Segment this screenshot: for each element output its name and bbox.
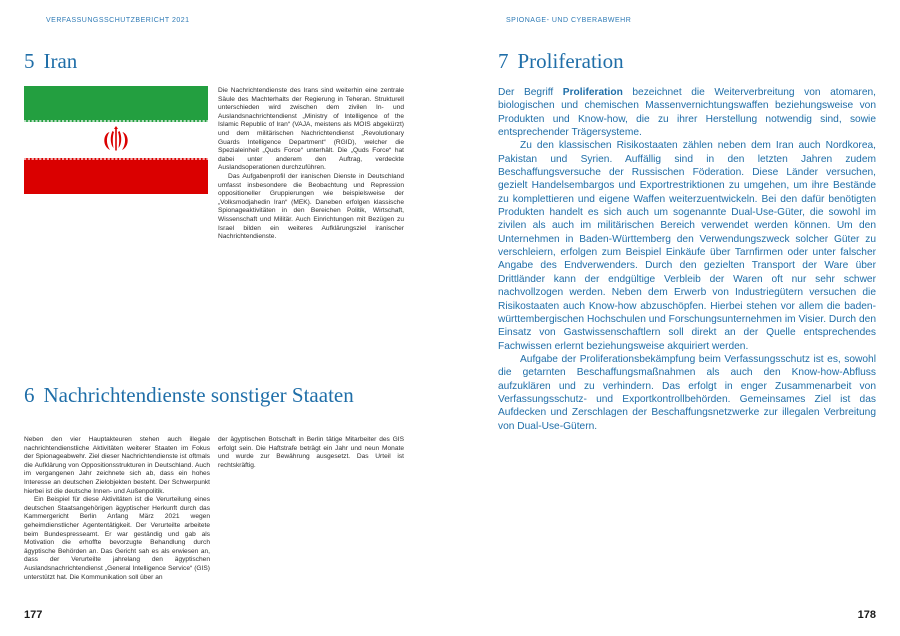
running-head-left: VERFASSUNGSSCHUTZBERICHT 2021 [46,17,190,24]
proliferation-text [498,86,876,433]
flag-green-stripe [24,86,208,122]
section-5-heading [24,51,77,72]
iran-paragraph-2: Das Aufgabenprofil der iranischen Dienste in Deutschland umfasst insbesondere die Beobachtung und Repression oppositioneller Gruppierungen wie beispielsweise der „Volksmodjahedin Iran“ (MEK). Daneben erfolgen klassische Spionageaktivitäten in den Bereichen Politik, Wirtschaft, Wissenschaft und Militär. Auch Einrichtungen mit Bezügen zu Israel bilden ein weiteres Aufklärungsziel iranischer Nachrichtendienste. [218,172,404,241]
proliferation-term: Proliferation [562,87,623,98]
flag-red-stripe [24,158,208,194]
proliferation-paragraph-1: Der Begriff Proliferation bezeichnet die Weiterverbreitung von atomaren, biologischen und chemischen Massenvernichtungswaffen beziehungsweise von Produkten und Know-how, die zu ihrer Herstellung notwendig sind, sowie entsprechender Trägersysteme. [498,87,876,139]
section-6-paragraph-2: Ein Beispiel für diese Aktivitäten ist die Verurteilung eines deutschen Staatsangehörigen ägyptischer Herkunft durch das Kammergericht Berlin Anfang März 2021 wegen geheimdienstlicher Agententätigkeit. Der Verurteilte arbeitete beim Bundespresseamt. Er war geständig und gab als Motivation die erhoffte bevorzugte Behandlung durch ägyptische Behörden an. Das Gericht sah es als erwiesen an, dass der Verurteilte jahrelang den ägyptischen Auslandsnachrichtendienst „General Intelligence Service“ (GIS) unterstützt hat. Die Kommunikation soll über an [24,496,210,581]
page-number-right: 178 [857,609,876,621]
section-6-column-2 [218,436,404,470]
iran-text [218,87,404,242]
section-7-heading [498,51,624,72]
right-page [450,0,900,636]
section-title-text: Nachrichtendienste sonstiger Staaten [43,383,354,407]
section-title-text: Iran [43,49,78,73]
page-number-left: 177 [24,609,43,621]
iran-paragraph-1: Die Nachrichtendienste des Irans sind weiterhin eine zentrale Säule des Machterhalts der Regierung in Teheran. Strukturell unterschieden wird zwischen dem zivilen In- und Auslandsnachrichtendienst „Ministry of Intelligence of the Islamic Republic of Iran“ (VAJA, meistens als MOIS abgekürzt) und dem militärischen Nachrichtendienst „Revolutionary Guards Intelligence Department“ (RGID), welcher die Spezialeinheit „Quds Force“ unterhält. Die „Quds Force“ hat dabei unter anderem den Auftrag, verdeckte Auslandsoperationen durchzuführen. [218,87,404,172]
proliferation-paragraph-2: Zu den klassischen Risikostaaten zählen neben dem Iran auch Nordkorea, Pakistan und Syrien. Auffällig sind in den letzten Jahren zudem Beschaffungsversuche der Russischen Föderation. Diese Länder versuchen, gezielt Handelsembargos und Exportrestriktionen zu umgehen, um ihre Bestände zu komplettieren und eigene Waffen weiterzuentwickeln. Bei den dafür benötigten Produkten handelt es sich auch um sogenannte Dual-Use-Güter, die sowohl im zivilen als auch im militärischen Bereich verwendet werden können. Um den Unternehmen in Baden-Württemberg den Verwendungszweck solcher Güter zu verschleiern, erfolgen zum Beispiel Einkäufe über Tarnfirmen oder unter falscher Angabe des Endverwenders. Durch den gezielten Transport der Ware über Drittländer kann der endgültige Verbleib der Waren oft nur sehr schwer nachvollzogen werden. Neben dem Erwerb von Industriegütern versuchen die Risikostaaten auch Know-how abzuschöpfen. Hierbei stehen vor allem die baden-württembergischen Hochschulen und Forschungsunternehmen im Visier. Durch den Einsatz von Gastwissenschaftlern soll direkt an der Quelle entsprechendes Fachwissen erlernt beziehungsweise akquiriert werden. [498,140,876,352]
section-title-text: Proliferation [517,49,624,73]
section-number: 7 [498,49,509,73]
section-number: 5 [24,49,35,73]
section-6-paragraph-1: Neben den vier Hauptakteuren stehen auch illegale nachrichtendienstliche Aktivitäten weiterer Staaten im Fokus der Spionageabwehr. Ziel dieser Nachrichtendienste ist oftmals die Aufklärung von Oppositionsstrukturen in Deutschland. Auch im vergangenen Jahr zeichnete sich ab, dass ein hohes Interesse an deutschen Zielobjekten besteht. Der Schwerpunkt hierbei ist die deutsche Innen- und Außenpolitik. [24,436,210,495]
section-6-column-1 [24,436,210,582]
iran-flag-image [24,86,208,194]
proliferation-paragraph-3: Aufgabe der Proliferationsbekämpfung beim Verfassungsschutz ist es, sowohl die getarnten Beschaffungsmaßnahmen als auch den Know-how-Abfluss aufzuklären und zu verhindern. Das erfolgt in enger Zusammenarbeit von Verfassungsschutz- und Exportkontrollbehörden. Gemeinsames Ziel ist das Aufdecken und Zerschlagen der Beschaffungsnetzwerke zur illegalen Verbreitung von Dual-Use-Gütern. [498,353,876,432]
section-6-heading [24,385,354,406]
section-6-paragraph-3: der ägyptischen Botschaft in Berlin tätige Mitarbeiter des GIS erfolgt sein. Die Haftstrafe beträgt ein Jahr und neun Monate und wurde zur Bewährung ausgesetzt. Das Urteil ist rechtskräftig. [218,436,404,469]
section-number: 6 [24,383,35,407]
running-head-right: SPIONAGE- UND CYBERABWEHR [506,17,632,24]
